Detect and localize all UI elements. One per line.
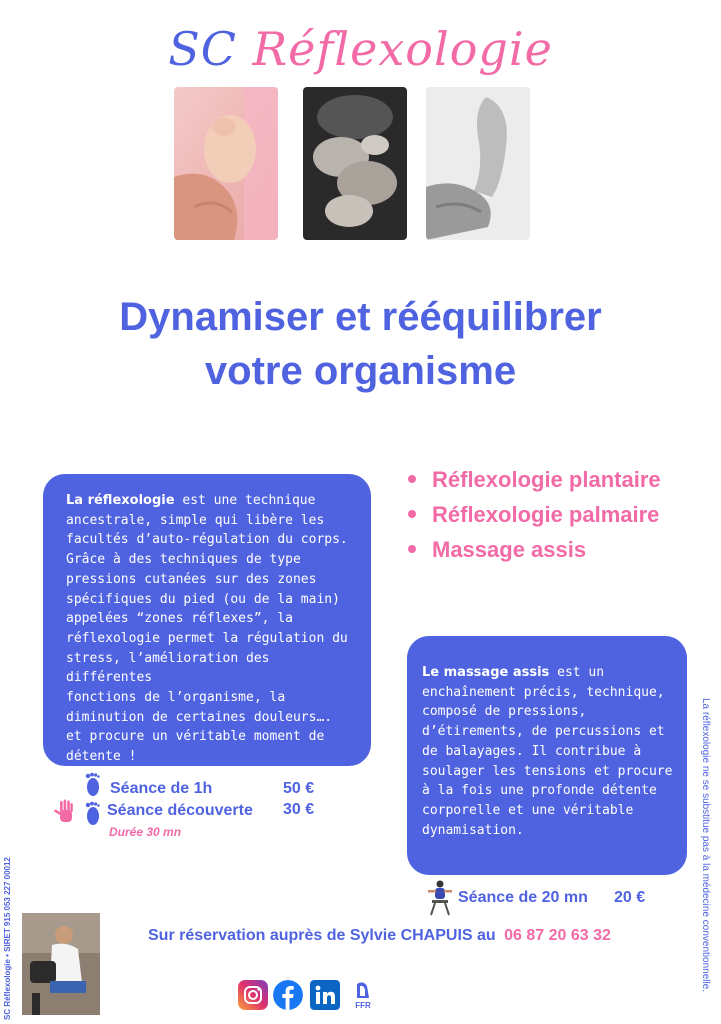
massage-line: corporelle et une véritable [422, 802, 634, 818]
foot-icon [83, 801, 101, 827]
foot-icon [83, 772, 101, 798]
facebook-icon[interactable] [273, 980, 303, 1010]
massage-description-box [407, 636, 687, 875]
massage-line: à la fois une profonde détente [422, 783, 657, 799]
reflexology-line: détente ! [66, 749, 137, 765]
reflexology-line: fonctions de l’organisme, la [66, 690, 286, 706]
photo-foot-held-bw [426, 87, 530, 240]
reflexology-line: La réflexologie est une technique [66, 493, 316, 508]
headline-line-2: votre organisme [204, 349, 517, 393]
session-20mn-label: Séance de 20 mn [458, 889, 588, 906]
linkedin-icon[interactable] [310, 980, 340, 1010]
siret-note: SC Réflexologie • SIRET 915 053 227 00012 [3, 857, 12, 1020]
ffr-logo-text: FFR [355, 1001, 371, 1010]
reflexology-line: et procure un véritable moment de [66, 729, 325, 745]
reflexology-line: diminution de certaines douleurs…. [66, 709, 333, 725]
discovery-session-label: Séance découverte [107, 802, 253, 819]
instagram-icon[interactable] [238, 980, 268, 1010]
bullet-icon [408, 510, 416, 518]
brand-initials: SC [168, 22, 237, 76]
massage-line: d’étirements, de percussions et [422, 724, 665, 740]
service-item: Réflexologie palmaire [408, 497, 661, 532]
discovery-session-price: 30 € [283, 801, 315, 818]
massage-line: Le massage assis est un [422, 665, 605, 680]
massage-line: soulager les tensions et procure [422, 763, 673, 779]
phone-number[interactable]: 06 87 20 63 32 [504, 927, 611, 944]
reflexology-line: réflexologie permet la régulation du [66, 630, 348, 646]
discovery-duration-note: Durée 30 mn [109, 825, 182, 839]
reflexology-line: appelées “zones réflexes”, la [66, 611, 293, 627]
massage-line: de balayages. Il contribue à [422, 743, 642, 759]
service-item: Réflexologie plantaire [408, 462, 661, 497]
headline [0, 290, 721, 398]
session-20mn-price: 20 € [614, 889, 646, 906]
massage-chair-icon [426, 880, 454, 916]
brand-title [0, 22, 721, 76]
photo-family-feet [303, 87, 407, 240]
massage-line: composé de pressions, [422, 704, 587, 720]
reflexology-description-box [43, 474, 371, 766]
massage-line: dynamisation. [422, 822, 524, 838]
services-list [408, 462, 661, 567]
reflexology-line: facultés d’auto-régulation du corps. [66, 532, 348, 548]
bullet-icon [408, 545, 416, 553]
reflexology-line: Grâce à des techniques de type [66, 552, 301, 568]
reflexology-line: ancestrale, simple qui libère les [66, 512, 325, 528]
booking-line [148, 927, 611, 945]
reflexology-line: pressions cutanées sur des zones [66, 571, 317, 587]
hand-icon [54, 799, 78, 825]
reflexology-line: spécifiques du pied (ou de la main) [66, 591, 340, 607]
brand-name: Réflexologie [252, 22, 553, 76]
disclaimer-note: La réflexologie ne se substitue pas à la médecine conventionnelle. [700, 698, 711, 993]
photo-seated-massage [22, 913, 100, 1015]
service-item: Massage assis [408, 532, 661, 567]
reflexology-lead: La réflexologie [66, 493, 175, 508]
session-1h-price: 50 € [283, 780, 315, 797]
ffr-logo [347, 980, 379, 1010]
booking-text: Sur réservation auprès de Sylvie CHAPUIS au [148, 927, 496, 944]
massage-lead: Le massage assis [422, 665, 550, 680]
massage-line: enchaînement précis, technique, [422, 684, 665, 700]
session-1h-label: Séance de 1h [110, 780, 213, 797]
reflexology-line: stress, l’amélioration des différentes [66, 650, 270, 686]
photo-foot-massage-pink [174, 87, 278, 240]
bullet-icon [408, 475, 416, 483]
headline-line-1: Dynamiser et rééquilibrer [119, 295, 602, 339]
